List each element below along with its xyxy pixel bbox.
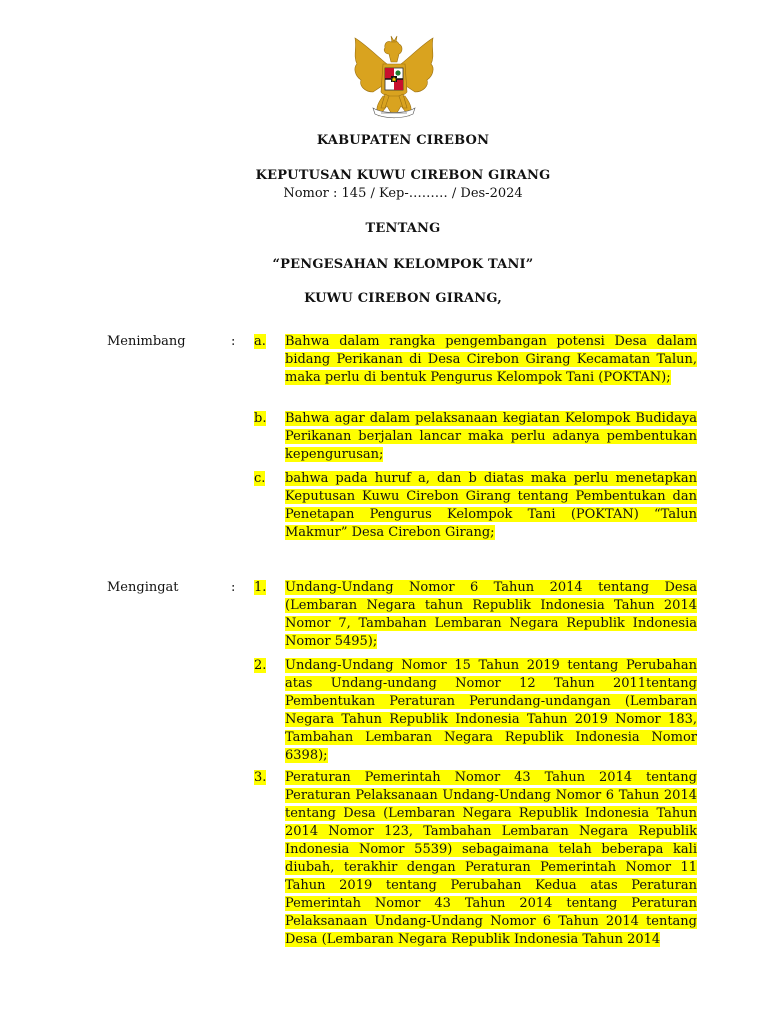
item-marker: 1.: [254, 580, 267, 595]
regency-heading: KABUPATEN CIREBON: [316, 133, 490, 148]
section-colon: :: [231, 334, 236, 349]
decree-number: Nomor : 145 / Kep-……… / Des-2024: [283, 186, 523, 201]
consideration-item-a: Bahwa dalam rangka pengembangan potensi Desa dalam bidang Perikanan di Desa Cirebon Girang Kecamatan Talun, maka perlu di bentuk Pengurus Kelompok Tani (POKTAN);: [285, 334, 697, 385]
item-marker: b.: [254, 411, 267, 426]
consideration-item-b: Bahwa agar dalam pelaksanaan kegiatan Kelompok Budidaya Perikanan berjalan lancar maka perlu adanya pembentukan kepengurusan;: [285, 411, 697, 462]
consideration-item-c: bahwa pada huruf a, dan b diatas maka perlu menetapkan Keputusan Kuwu Cirebon Girang tentang Pembentukan dan Penetapan Pengurus Kelompok Tani (POKTAN) “Talun Makmur” Desa Cirebon Girang;: [285, 471, 697, 540]
item-marker: c.: [254, 471, 266, 486]
about-heading: TENTANG: [365, 221, 441, 236]
item-marker: a.: [254, 334, 266, 349]
subject-heading: “PENGESAHAN KELOMPOK TANI”: [272, 257, 534, 272]
section-colon: :: [231, 580, 236, 595]
garuda-emblem-icon: [347, 34, 441, 122]
legal-basis-item-3: Peraturan Pemerintah Nomor 43 Tahun 2014 tentang Peraturan Pelaksanaan Undang-Undang Nomor 6 Tahun 2014 tentang Desa (Lembaran Negara Republik Indonesia Tahun 2014 Nomor 123, Tambahan Lembaran Negara Republik Indonesia Nomor 5539) sebagaimana telah beberapa kali diubah, terakhir dengan Peraturan Pemerintah Nomor 11 Tahun 2019 tentang Perubahan Kedua atas Peraturan Pemerintah Nomor 43 Tahun 2014 tentang Peraturan Pelaksanaan Undang-Undang Nomor 6 Tahun 2014 tentang Desa (Lembaran Negara Republik Indonesia Tahun 2014: [285, 770, 697, 947]
authority-heading: KUWU CIREBON GIRANG,: [304, 291, 502, 306]
section-label-mengingat: Mengingat: [107, 580, 179, 595]
item-marker: 3.: [254, 770, 267, 785]
decree-title: KEPUTUSAN KUWU CIREBON GIRANG: [255, 168, 551, 183]
legal-basis-item-1: Undang-Undang Nomor 6 Tahun 2014 tentang Desa (Lembaran Negara tahun Republik Indonesia Tahun 2014 Nomor 7, Tambahan Lembaran Negara Republik Indonesia Nomor 5495);: [285, 580, 697, 649]
legal-basis-item-2: Undang-Undang Nomor 15 Tahun 2019 tentang Perubahan atas Undang-undang Nomor 12 Tahun 2011tentang Pembentukan Peraturan Perundang-undangan (Lembaran Negara Tahun Republik Indonesia Tahun 2019 Nomor 183, Tambahan Lembaran Negara Republik Indonesia Nomor 6398);: [285, 658, 697, 763]
item-marker: 2.: [254, 658, 267, 673]
section-label-menimbang: Menimbang: [107, 334, 186, 349]
